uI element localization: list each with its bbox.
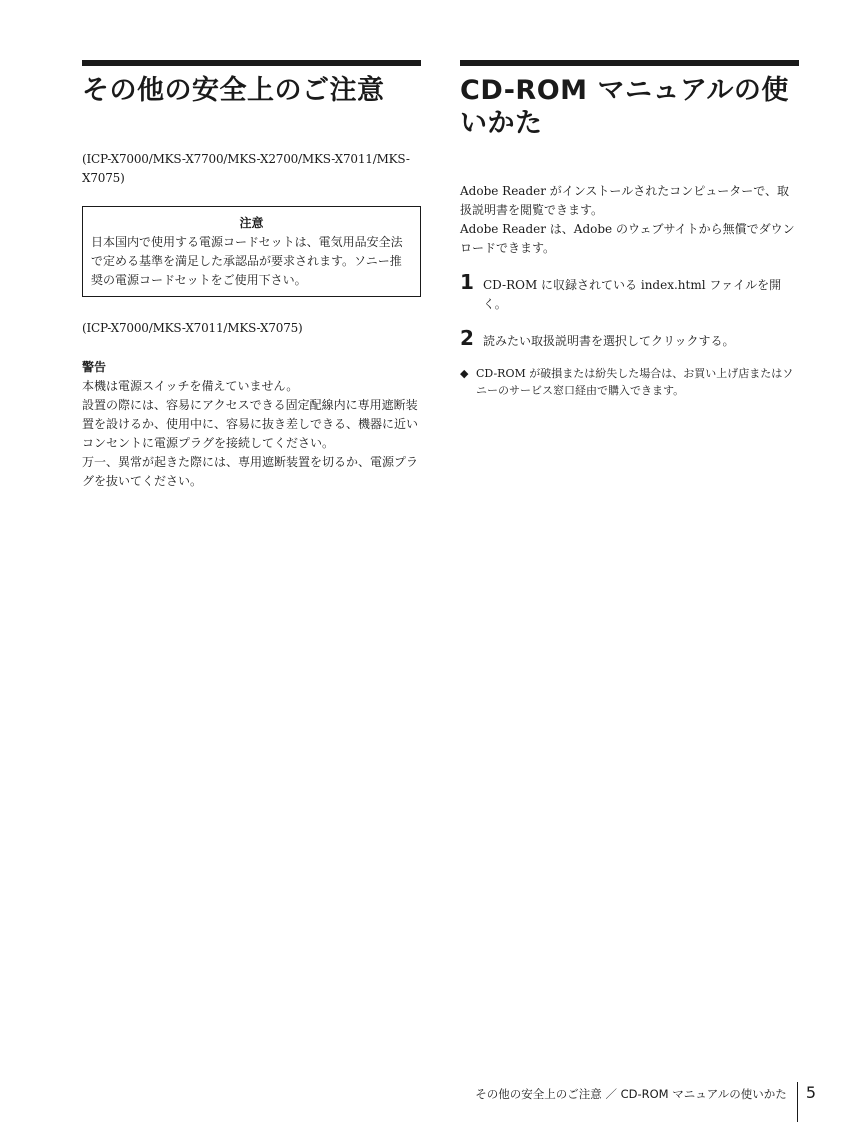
step-number: 2: [460, 326, 474, 350]
page-footer: [475, 1082, 816, 1122]
diamond-bullet-icon: ◆: [460, 367, 469, 380]
page-number: 5: [805, 1083, 816, 1102]
model-list: (ICP-X7000/MKS-X7700/MKS-X2700/MKS-X7011/MKS-X7075): [82, 152, 410, 185]
notice-box: [82, 206, 421, 297]
section-title-cdrom: CD-ROM マニュアルの使いかた: [460, 75, 789, 139]
warning-text-3: 万一、異常が起きた際には、専用遮断装置を切るか、電源プラグを抜いてください。: [82, 455, 419, 488]
warning-heading: 警告: [82, 360, 107, 374]
step-number: 1: [460, 270, 474, 294]
section-title-safety: その他の安全上のご注意: [82, 75, 385, 106]
section-rule: [460, 60, 799, 66]
section-rule: [82, 60, 421, 66]
warning-text-1: 本機は電源スイッチを備えていません。: [82, 379, 299, 393]
step-1: [460, 270, 799, 314]
notice-text: 日本国内で使用する電源コードセットは、電気用品安全法で定める基準を満足した承認品が要求されます。ソニー推奨の電源コードセットをご使用下さい。: [91, 235, 403, 287]
notice-heading: 注意: [239, 216, 264, 230]
note-text: CD-ROM が破損または紛失した場合は、お買い上げ店またはソニーのサービス窓口経由で購入できます。: [476, 367, 794, 397]
footer-divider: [797, 1082, 798, 1122]
step-text: CD-ROM に収録されている index.html ファイルを開く。: [483, 278, 782, 311]
step-2: [460, 326, 799, 351]
right-column: [460, 60, 799, 399]
intro-text-1: Adobe Reader がインストールされたコンピューターで、取扱説明書を閲覧できます。: [460, 184, 789, 217]
warning-text-2: 設置の際には、容易にアクセスできる固定配線内に専用遮断装置を設けるか、使用中に、容易に抜き差しできる、機器に近いコンセントに電源プラグを接続してください。: [82, 398, 419, 450]
note: [460, 365, 799, 399]
left-column: [82, 60, 421, 491]
intro-text-2: Adobe Reader は、Adobe のウェブサイトから無償でダウンロードできます。: [460, 222, 795, 255]
model-list-2: (ICP-X7000/MKS-X7011/MKS-X7075): [82, 321, 303, 335]
step-text: 読みたい取扱説明書を選択してクリックする。: [483, 334, 735, 348]
footer-section-title: その他の安全上のご注意 ／ CD-ROM マニュアルの使いかた: [475, 1087, 787, 1101]
